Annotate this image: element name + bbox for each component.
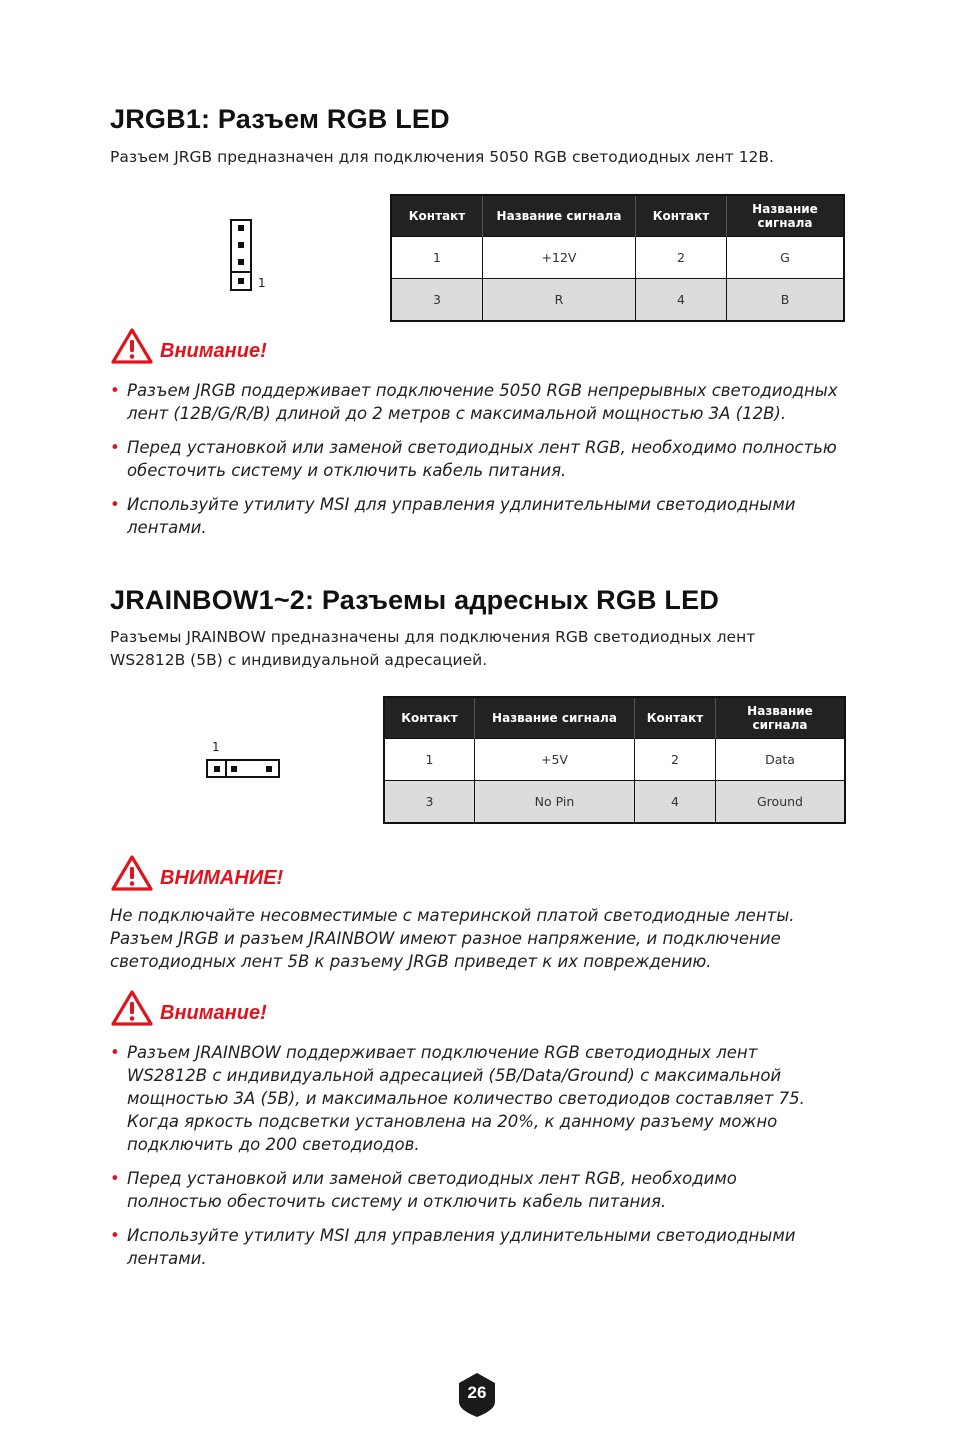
bullet-icon: • bbox=[110, 495, 120, 514]
column-header: Название сигнала bbox=[483, 195, 636, 237]
list-item: • Перед установкой или заменой светодиодных лент RGB, необходимо полностью обесточить систему и отключить кабель питания. bbox=[110, 1169, 737, 1211]
list-item: • Перед установкой или заменой светодиодных лент RGB, необходимо полностью обесточить систему и отключить кабель питания. bbox=[110, 438, 837, 480]
jrgb-warning-list bbox=[110, 379, 850, 550]
table-cell: 4 bbox=[635, 781, 716, 824]
table-cell: 2 bbox=[636, 237, 727, 279]
jrainbow-pin-one-label: 1 bbox=[212, 740, 220, 754]
bullet-icon: • bbox=[110, 381, 120, 400]
table-row bbox=[391, 279, 844, 322]
table-row bbox=[384, 781, 845, 824]
table-cell: No Pin bbox=[475, 781, 635, 824]
bullet-icon: • bbox=[110, 438, 120, 457]
warning-triangle-icon bbox=[110, 989, 154, 1027]
table-cell: 3 bbox=[384, 781, 475, 824]
bullet-icon: • bbox=[110, 1169, 120, 1188]
table-row bbox=[391, 237, 844, 279]
table-cell: 2 bbox=[635, 739, 716, 781]
table-cell: +5V bbox=[475, 739, 635, 781]
table-cell: 1 bbox=[384, 739, 475, 781]
table-cell: +12V bbox=[483, 237, 636, 279]
jrgb-warning-label: Внимание! bbox=[160, 339, 267, 362]
jrainbow-caution-text: Не подключайте несовместимые с материнской платой светодиодные ленты. Разъем JRGB и разъем JRAINBOW имеют разное напряжение, и подключение светодиодных лент 5В к разъему JRGB приведет к их повреждению. bbox=[110, 906, 795, 971]
jrainbow-signal-table bbox=[383, 696, 846, 824]
table-cell: Data bbox=[716, 739, 846, 781]
jrgb-intro: Разъем JRGB предназначен для подключения 5050 RGB светодиодных лент 12В. bbox=[110, 148, 774, 166]
jrainbow-caution-label: ВНИМАНИЕ! bbox=[160, 866, 284, 889]
column-header: Контакт bbox=[636, 195, 727, 237]
warning-triangle-icon bbox=[110, 854, 154, 892]
column-header: Название сигнала bbox=[716, 697, 846, 739]
list-item: • Разъем JRAINBOW поддерживает подключение RGB светодиодных лент WS2812B с индивидуальной адресацией (5В/Data/Ground) с максимальной мощностью 3A (5В), и максимальное количество светодиодов составляет 75. Когда яркость подсветки установлена на 20%, к данному разъему можно подключить до 200 светодиодов. bbox=[110, 1043, 805, 1154]
column-header: Контакт bbox=[384, 697, 475, 739]
jrainbow-warning-header bbox=[110, 988, 267, 1028]
table-cell: 1 bbox=[391, 237, 483, 279]
table-row bbox=[384, 739, 845, 781]
list-item: • Разъем JRGB поддерживает подключение 5050 RGB непрерывных светодиодных лент (12В/G/R/B) длиной до 2 метров с максимальной мощностью 3А (12В). bbox=[110, 381, 838, 423]
jrainbow-connector-diagram bbox=[206, 758, 282, 780]
jrainbow-caution-header bbox=[110, 853, 283, 893]
jrainbow-section-title: JRAINBOW1~2: Разъемы адресных RGB LED bbox=[110, 585, 720, 615]
jrgb-section-title: JRGB1: Разъем RGB LED bbox=[110, 104, 450, 134]
jrainbow-warning-label: Внимание! bbox=[160, 1001, 267, 1024]
jrgb-connector-diagram bbox=[230, 219, 254, 293]
jrgb-signal-table bbox=[390, 194, 845, 322]
column-header: Контакт bbox=[391, 195, 483, 237]
page-number: 26 bbox=[467, 1383, 487, 1402]
jrainbow-warning-list bbox=[110, 1041, 835, 1281]
bullet-icon: • bbox=[110, 1226, 120, 1245]
table-cell: B bbox=[727, 279, 845, 322]
table-cell: Ground bbox=[716, 781, 846, 824]
table-cell: 3 bbox=[391, 279, 483, 322]
bullet-icon: • bbox=[110, 1043, 120, 1062]
table-cell: 4 bbox=[636, 279, 727, 322]
list-item: • Используйте утилиту MSI для управления удлинительными светодиодными лентами. bbox=[110, 495, 796, 537]
jrgb-warning-header bbox=[110, 326, 267, 366]
table-cell: R bbox=[483, 279, 636, 322]
column-header: Название сигнала bbox=[727, 195, 845, 237]
column-header: Контакт bbox=[635, 697, 716, 739]
table-header-row bbox=[384, 697, 845, 739]
table-cell: G bbox=[727, 237, 845, 279]
warning-triangle-icon bbox=[110, 327, 154, 365]
list-item: • Используйте утилиту MSI для управления удлинительными светодиодными лентами. bbox=[110, 1226, 796, 1268]
column-header: Название сигнала bbox=[475, 697, 635, 739]
jrainbow-intro: Разъемы JRAINBOW предназначены для подключения RGB светодиодных лент WS2812B (5В) с индивидуальной адресацией. bbox=[110, 628, 756, 669]
jrgb-pin-one-label: 1 bbox=[258, 276, 266, 290]
table-header-row bbox=[391, 195, 844, 237]
